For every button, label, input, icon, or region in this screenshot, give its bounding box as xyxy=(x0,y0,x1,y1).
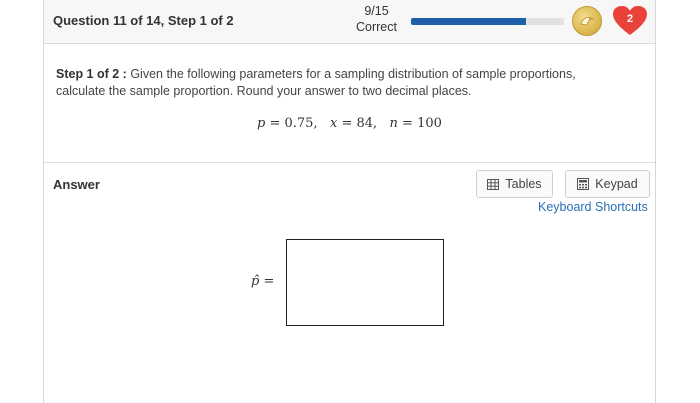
phat-symbol: p̂ xyxy=(251,274,260,289)
phat-label xyxy=(251,274,274,289)
question-title: Question 11 of 14, Step 1 of 2 xyxy=(53,13,234,28)
question-header xyxy=(44,0,655,44)
keyboard-shortcuts-link[interactable]: Keyboard Shortcuts xyxy=(538,200,648,214)
answer-label: Answer xyxy=(53,177,100,192)
lives-heart-icon[interactable] xyxy=(612,5,648,37)
coin-emblem-icon xyxy=(579,14,595,28)
keypad-button[interactable] xyxy=(565,170,650,198)
table-icon xyxy=(487,179,499,190)
score-value: 9/15 xyxy=(364,4,389,18)
tables-button[interactable] xyxy=(476,170,553,198)
coin-icon[interactable] xyxy=(572,6,602,36)
formula-n-var: n xyxy=(389,116,398,131)
progress-bar xyxy=(411,18,564,25)
score-label: Correct xyxy=(356,20,397,34)
formula-n-eq: = 100 xyxy=(397,116,442,131)
tables-button-label: Tables xyxy=(505,177,542,191)
question-card xyxy=(43,0,656,403)
calculator-icon xyxy=(577,178,589,190)
section-divider xyxy=(44,162,655,163)
progress-fill xyxy=(411,18,526,25)
score-block xyxy=(349,3,404,35)
phat-equals: = xyxy=(259,274,275,289)
formula-x-var: x xyxy=(329,116,338,131)
lives-count: 2 xyxy=(626,13,634,25)
answer-input[interactable] xyxy=(286,239,444,326)
question-text xyxy=(56,66,616,100)
parameters-formula xyxy=(257,116,442,131)
formula-p-var: p xyxy=(257,116,266,131)
formula-p-eq: = 0.75, xyxy=(265,116,330,131)
question-body: Given the following parameters for a sampling distribution of sample proportions, calculate the sample proportion. Round your answer to two decimal places. xyxy=(56,67,576,98)
formula-x-eq: = 84, xyxy=(337,116,390,131)
step-label: Step 1 of 2 : xyxy=(56,67,127,81)
keypad-button-label: Keypad xyxy=(595,177,638,191)
